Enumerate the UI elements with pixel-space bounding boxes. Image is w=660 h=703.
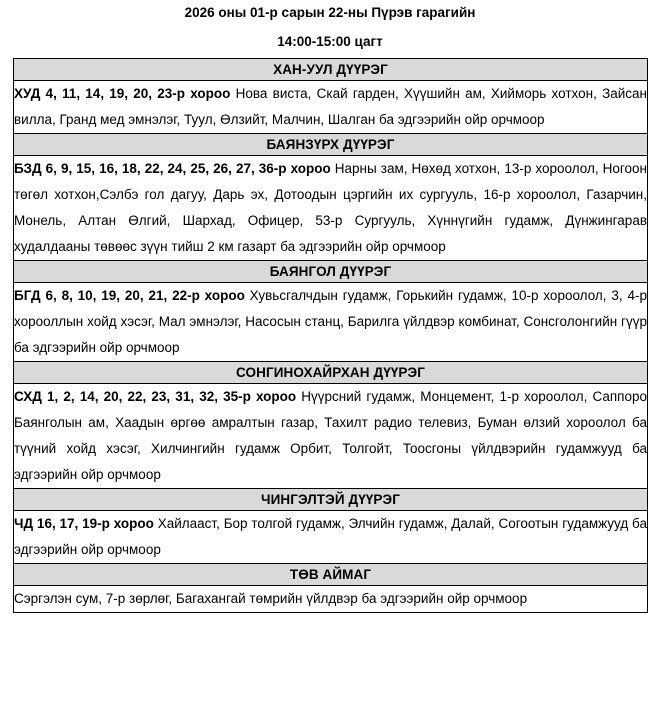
district-row — [14, 59, 648, 81]
outage-table — [13, 58, 648, 613]
areas-cell — [14, 586, 648, 613]
areas-row — [14, 81, 648, 134]
areas-cell — [14, 156, 648, 261]
areas-row — [14, 156, 648, 261]
district-name: ХАН-УУЛ ДҮҮРЭГ — [14, 59, 648, 81]
district-row — [14, 362, 648, 384]
areas-row — [14, 586, 648, 613]
areas-cell — [14, 511, 648, 564]
district-row — [14, 261, 648, 283]
area-list: Хайлааст, Бор толгой гудамж, Элчийн гудамж, Далай, Согоотын гудамжууд ба эдгээрийн ойр орчмоор — [14, 516, 647, 557]
district-row — [14, 564, 648, 586]
area-list: Хувьсгалчдын гудамж, Горькийн гудамж, 10-р хороолол, 3, 4-р хорооллын хойд хэсэг, Мал эмнэлэг, Насосын станц, Барилга үйлдвэр комбинат, Сонсголонгийн гүүр ба эдгээрийн ойр орчмоор — [14, 288, 647, 355]
notice-date-heading: 2026 оны 01-р сарын 22-ны Пүрэв гарагийн — [184, 5, 476, 20]
district-row — [14, 489, 648, 511]
khoroo-list: ХУД 4, 11, 14, 19, 20, 23-р хороо — [14, 86, 231, 101]
area-list: Нова виста, Скай гарден, Хүүшийн ам, Хийморь хотхон, Зайсан вилла, Гранд мед эмнэлэг, Туул, Өлзийт, Малчин, Шалган ба эдгээрийн ойр орчмоор — [14, 86, 647, 127]
area-list: Сэргэлэн сум, 7-р зөрлөг, Багахангай төмрийн үйлдвэр ба эдгээрийн ойр орчмоор — [14, 591, 528, 606]
khoroo-list: СХД 1, 2, 14, 20, 22, 23, 31, 32, 35-р хороо — [14, 389, 297, 404]
khoroo-list: ЧД 16, 17, 19-р хороо — [14, 516, 154, 531]
areas-cell — [14, 384, 648, 489]
area-list: Нарны зам, Нөхөд хотхон, 13-р хороолол, Ногоон төгөл хотхон,Сэлбэ гол дагуу, Дарь эх, Дотоодын цэргийн их сургууль, 16-р хороолол, Газарчин, Монель, Алтан Өлгий, Шархад, Офицер, 53-р Сургууль, Хүннүгийн гудамж, Дүнжингарав худалдааны төвөөс зүүн тийш 2 км газарт ба эдгээрийн ойр орчмоор — [14, 161, 647, 254]
district-name: ЧИНГЭЛТЭЙ ДҮҮРЭГ — [14, 489, 648, 511]
district-name: СОНГИНОХАЙРХАН ДҮҮРЭГ — [14, 362, 648, 384]
khoroo-list: БГД 6, 8, 10, 19, 20, 21, 22-р хороо — [14, 288, 245, 303]
areas-row — [14, 384, 648, 489]
areas-row — [14, 283, 648, 362]
district-name: БАЯНЗҮРХ ДҮҮРЭГ — [14, 134, 648, 156]
khoroo-list: БЗД 6, 9, 15, 16, 18, 22, 24, 25, 26, 27, 36-р хороо — [14, 161, 331, 176]
district-name: БАЯНГОЛ ДҮҮРЭГ — [14, 261, 648, 283]
district-name: ТӨВ АЙМАГ — [14, 564, 648, 586]
areas-cell — [14, 81, 648, 134]
notice-time-heading: 14:00-15:00 цагт — [277, 34, 383, 49]
area-list: Нүүрсний гудамж, Монцемент, 1-р хороолол, Саппоро Баянголын ам, Хаадын өргөө амралтын газар, Тахилт радио телевиз, Буман өлзий хороолол ба түүний хойд хэсэг, Хилчингийн гудамж Орбит, Толгойт, Тоосгоны үйлдвэрийн гудамжууд ба эдгээрийн ойр орчмоор — [14, 389, 648, 482]
areas-row — [14, 511, 648, 564]
district-row — [14, 134, 648, 156]
areas-cell — [14, 283, 648, 362]
